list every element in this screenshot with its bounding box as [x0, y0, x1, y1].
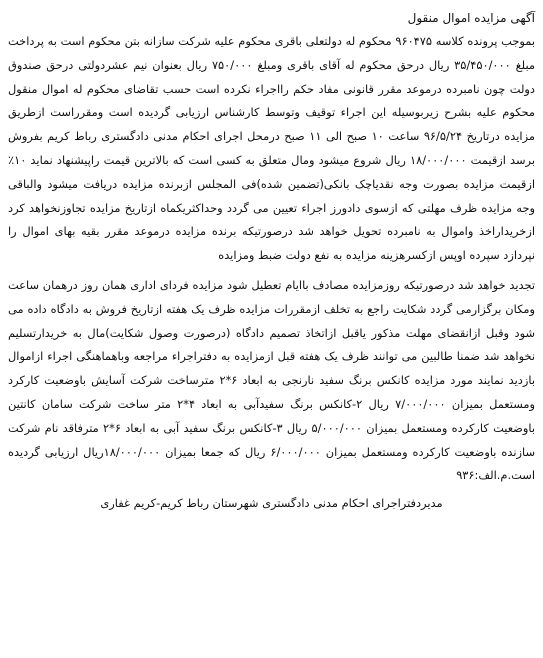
notice-title: آگهی مزایده اموال منقول — [407, 11, 535, 25]
notice-paragraph-1: بموجب پرونده کلاسه ۹۶۰۴۷۵ محکوم له دولتعلی باقری محکوم علیه شرکت سازانه بتن محکوم است به پرداخت مبلغ ۳۵/۴۵۰/۰۰۰ ریال درحق محکوم له آقای باقری ومبلغ ۷۵۰/۰۰۰ ریال بعنوان نیم عشردولتی درحق صندوق دولت چون نامبرده درموعد مقرر قانونی مفاد حکم رااجراء نکرده است حسب تقاضای محکوم له اموال منقول محکوم علیه بشرح زیربوسیله این اجراء توقیف وتوسط کارشناس ارزیابی گردیده است ومقرراست ازطریق مزایده درتاریخ ۹۶/۵/۲۴ ساعت ۱۰ صبح الی ۱۱ صبح درمحل اجرای احکام مدنی دادگستری رباط کریم بفروش برسد ازقیمت ۱۸/۰۰۰/۰۰۰ ریال شروع میشود ومال متعلق به کسی است که بالاترین قیمت راپیشنهاد نماید ۱۰٪ ازقیمت مزایده بصورت وجه نقدیاچک بانکی(تضمین شده)فی المجلس ازبرنده مزایده دریافت میشود والباقی وجه مزایده ظرف مهلتی که ازسوی دادورز اجراء تعیین می گردد وحداکثریکماه ازتاریخ مزایده تجاوزنخواهد کرد ازخریداراخذ واموال به نامبرده تحویل خواهد شد درصورتیکه برنده مزایده درموعد مقرر بقیه بهای اموال را نپردازد سپرده اوپس ازکسرهزینه مزایده به نفع دولت ضبط ومزایده — [8, 34, 536, 263]
notice-paragraph-2: تجدید خواهد شد درصورتیکه روزمزایده مصادف باایام تعطیل شود مزایده فردای اداری همان روز درهمان ساعت ومکان برگزارمی گردد شکایت راجع به تخلف ازمقررات مزایده ظرف یک هفته ازتاریخ فروش به دادگاه داده می شود وقبل ازانقضای مهلت مذکور یاقبل ازاتخاذ تصمیم دادگاه (درصورت وصول شکایت)مال به خریدارتسلیم نخواهد شد ضمنا طالبین می توانند ظرف یک هفته قبل ازمزایده به دفتراجراء مراجعه وباهماهنگی اجراء ازاموال بازدید نمایند مورد مزایده کانکس برنگ سفید نارنجی به ابعاد ۶*۲ مترساخت شرکت آسایش باوضعیت کارکرد ومستعمل بمیزان ۷/۰۰۰/۰۰۰ ریال ۲-کانکس برنگ سفیدآبی به ابعاد ۴*۲ متر ساخت شرکت سامان کانتین باوضعیت کارکرده ومستعمل بمیزان ۵/۰۰۰/۰۰۰ ریال ۳-کانکس برنگ سفید آبی به ابعاد ۶*۲ مترفاقد نام شرکت سازنده باوضعیت کارکرده ومستعمل بمیزان ۶/۰۰۰/۰۰۰ ریال که جمعا بمیزان ۱۸/۰۰۰/۰۰۰ریال ارزیابی گردیده است.م.الف:۹۳۶ — [8, 277, 535, 483]
auction-notice — [8, 6, 535, 516]
notice-signature: مدیردفتراجرای احکام مدنی دادگستری شهرستان رباط کریم-کریم غفاری — [100, 496, 443, 511]
